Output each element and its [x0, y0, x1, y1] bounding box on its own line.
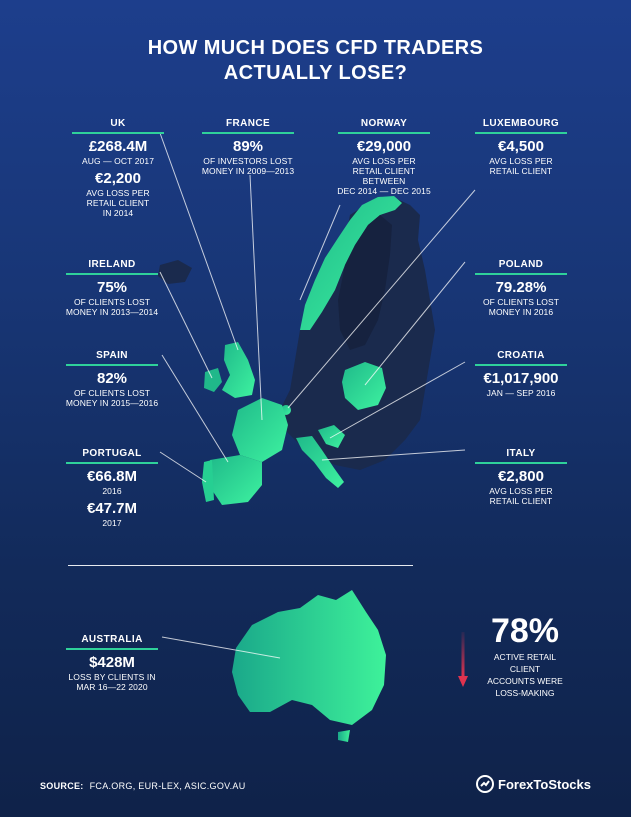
source-label: SOURCE: [40, 781, 84, 791]
australia-value: $428M [89, 654, 135, 671]
uk-value-2: €2,200 [95, 170, 141, 187]
uk-value-1: £268.4M [88, 138, 148, 155]
norway-detail-b: RETAIL CLIENT [352, 166, 416, 176]
portugal-detail-2: 2017 [102, 518, 122, 528]
spain-block [52, 345, 172, 408]
ireland-label: IRELAND [66, 259, 158, 275]
loss-stat-line-1: ACTIVE RETAIL [493, 652, 557, 662]
portugal-block [52, 443, 172, 528]
luxembourg-detail-a: AVG LOSS PER [489, 156, 553, 166]
norway-detail-d: DEC 2014 — DEC 2015 [337, 186, 431, 196]
norway-value: €29,000 [356, 138, 412, 155]
poland-detail-a: OF CLIENTS LOST [482, 297, 560, 307]
ireland-block [52, 254, 172, 317]
france-label: FRANCE [202, 118, 294, 134]
australia-detail-a: LOSS BY CLIENTS IN [68, 672, 156, 682]
poland-detail-b: MONEY IN 2016 [488, 307, 554, 317]
spain-detail-b: MONEY IN 2015—2016 [65, 398, 159, 408]
portugal-value-1: €66.8M [86, 468, 138, 485]
brand-name: ForexToStocks [498, 776, 591, 792]
australia-detail-b: MAR 16—22 2020 [76, 682, 148, 692]
luxembourg-label: LUXEMBOURG [475, 118, 567, 134]
source-line [40, 781, 246, 791]
australia-block [52, 629, 172, 692]
portugal-label: PORTUGAL [66, 448, 158, 464]
norway-label: NORWAY [338, 118, 430, 134]
norway-block [318, 113, 450, 196]
spain-value: 82% [96, 370, 128, 387]
portugal-value-2: €47.7M [86, 500, 138, 517]
italy-detail-b: RETAIL CLIENT [489, 496, 553, 506]
section-divider [68, 565, 413, 566]
title-line-1: HOW MUCH DOES CFD TRADERS [147, 37, 484, 59]
france-block [188, 113, 308, 176]
norway-detail-a: AVG LOSS PER [352, 156, 416, 166]
italy-detail-a: AVG LOSS PER [489, 486, 553, 496]
croatia-detail: JAN — SEP 2016 [486, 388, 556, 398]
poland-value: 79.28% [495, 279, 547, 296]
spain-shape [210, 455, 262, 505]
croatia-label: CROATIA [475, 350, 567, 366]
brand-logo [476, 775, 591, 793]
norway-detail-c: BETWEEN [362, 176, 406, 186]
italy-value: €2,800 [498, 468, 544, 485]
loss-stat [470, 612, 580, 698]
france-value: 89% [232, 138, 264, 155]
italy-label: ITALY [475, 448, 567, 464]
tasmania-shape [338, 730, 350, 742]
portugal-detail-1: 2016 [102, 486, 122, 496]
uk-detail-1: AUG — OCT 2017 [81, 156, 155, 166]
luxembourg-block [462, 113, 580, 176]
uk-detail-2c: IN 2014 [102, 208, 134, 218]
down-arrow-icon [458, 632, 468, 688]
spain-detail-a: OF CLIENTS LOST [73, 388, 151, 398]
france-detail-a: OF INVESTORS LOST [203, 156, 293, 166]
uk-detail-2b: RETAIL CLIENT [86, 198, 150, 208]
ireland-detail-b: MONEY IN 2013—2014 [65, 307, 159, 317]
uk-shape [222, 342, 255, 398]
spain-label: SPAIN [66, 350, 158, 366]
loss-stat-percent: 78% [490, 612, 560, 650]
australia-label: AUSTRALIA [66, 634, 158, 650]
ireland-detail-a: OF CLIENTS LOST [73, 297, 151, 307]
poland-block [462, 254, 580, 317]
source-text: FCA.ORG, EUR-LEX, ASIC.GOV.AU [89, 781, 246, 791]
loss-stat-line-4: LOSS-MAKING [495, 688, 555, 698]
france-shape [232, 398, 288, 462]
uk-block [58, 113, 178, 218]
croatia-value: €1,017,900 [483, 370, 559, 387]
loss-stat-line-3: ACCOUNTS WERE [487, 676, 563, 686]
poland-label: POLAND [475, 259, 567, 275]
title-line-2: ACTUALLY LOSE? [223, 62, 408, 84]
australia-shape [232, 590, 386, 725]
uk-label: UK [72, 118, 164, 134]
italy-block [462, 443, 580, 506]
uk-detail-2a: AVG LOSS PER [86, 188, 150, 198]
france-detail-b: MONEY IN 2009—2013 [201, 166, 295, 176]
loss-stat-line-2: CLIENT [509, 664, 541, 674]
luxembourg-detail-b: RETAIL CLIENT [489, 166, 553, 176]
luxembourg-value: €4,500 [498, 138, 544, 155]
ireland-value: 75% [96, 279, 128, 296]
croatia-block [462, 345, 580, 398]
brand-icon [476, 775, 494, 793]
ireland-shape [204, 368, 222, 392]
